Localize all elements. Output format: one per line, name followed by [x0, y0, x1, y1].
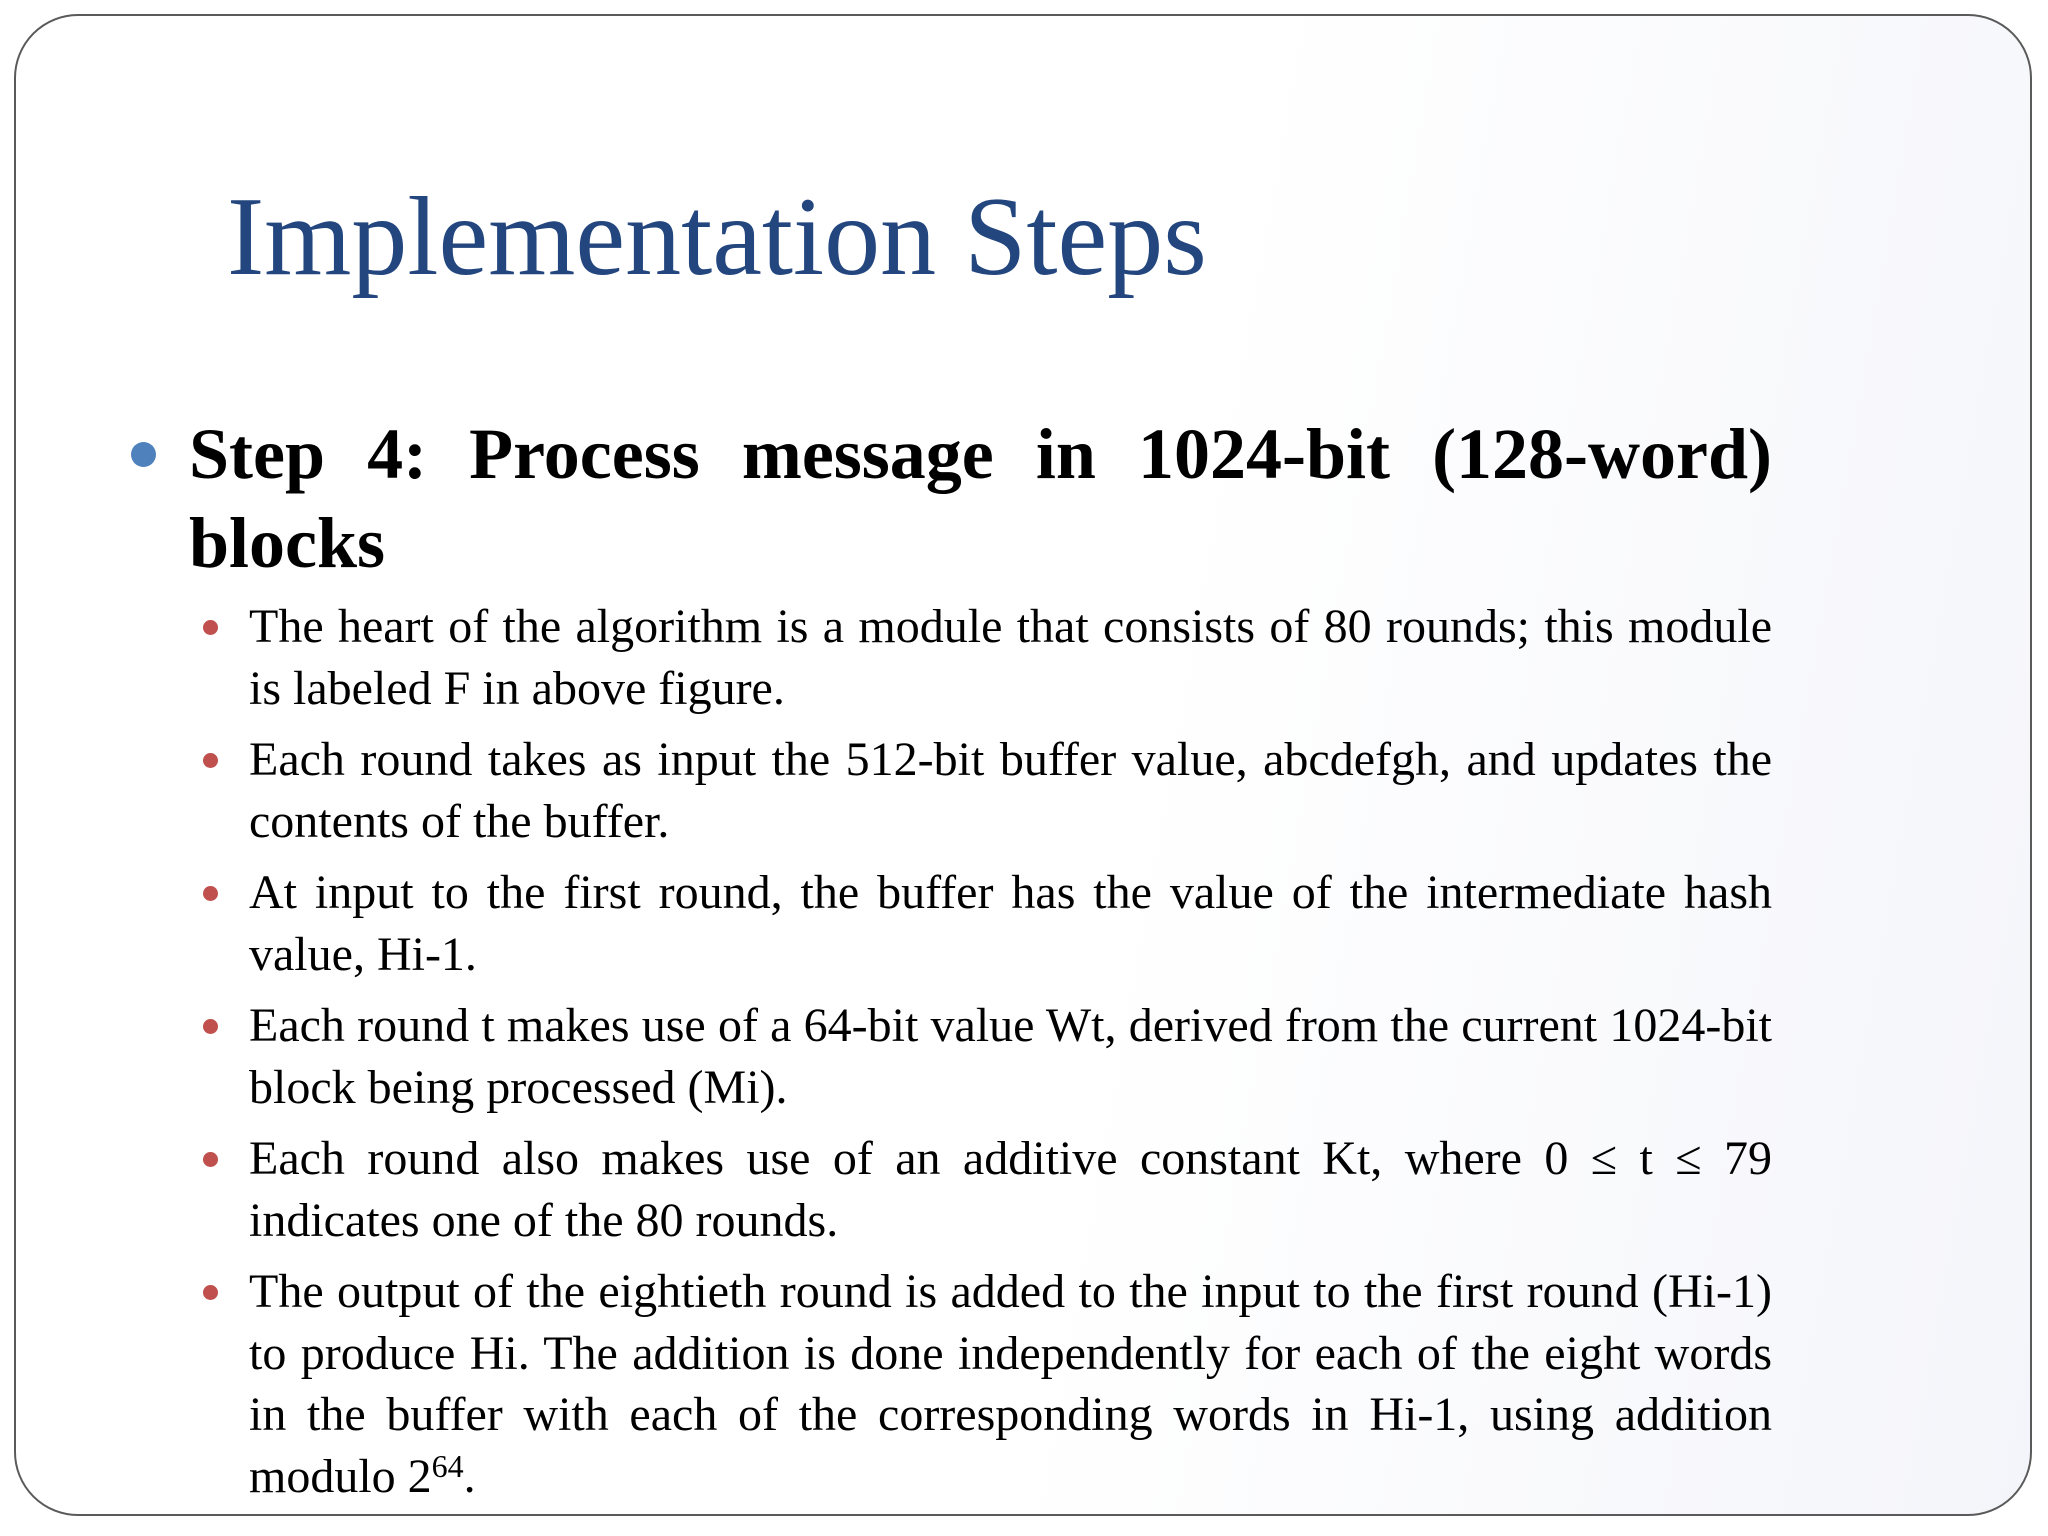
list-item: [249, 596, 1772, 719]
main-point: Step 4: Process message in 1024-bit (128-word) blocks: [189, 414, 1772, 583]
list-item-text: Each round takes as input the 512-bit buffer value, abcdefgh, and updates the contents of the buffer.: [249, 733, 1772, 848]
slide-title: Implementation Steps: [227, 175, 1207, 299]
bullet-dot: [203, 1285, 218, 1300]
sub-bullet-list: [249, 596, 1772, 1516]
list-item: [249, 729, 1772, 852]
exponent: 64: [431, 1447, 464, 1484]
list-item: [249, 1128, 1772, 1251]
list-item-text: At input to the first round, the buffer has the value of the intermediate hash value, Hi-1.: [249, 866, 1772, 981]
list-item: [249, 862, 1772, 985]
list-item-suffix: .: [463, 1449, 476, 1503]
list-item-text: The output of the eightieth round is added to the input to the first round (Hi-1) to produce Hi. The addition is done independently for each of the eight words in the buffer with each of the corresponding words in Hi-1, using addition modulo 2: [249, 1265, 1772, 1503]
main-bullet-dot: [131, 442, 156, 467]
list-item-text: Each round also makes use of an additive constant Kt, where 0 ≤ t ≤ 79 indicates one of the 80 rounds.: [249, 1132, 1772, 1247]
bullet-dot: [203, 1019, 218, 1034]
list-item-text: The heart of the algorithm is a module that consists of 80 rounds; this module is labeled F in above figure.: [249, 600, 1772, 715]
bullet-dot: [203, 1152, 218, 1167]
slide: [14, 14, 2032, 1516]
list-item: [249, 1261, 1772, 1507]
list-item-text: Each round t makes use of a 64-bit value Wt, derived from the current 1024-bit block being processed (Mi).: [249, 999, 1772, 1114]
bullet-dot: [203, 886, 218, 901]
bullet-dot: [203, 753, 218, 768]
bullet-dot: [203, 620, 218, 635]
list-item: [249, 995, 1772, 1118]
